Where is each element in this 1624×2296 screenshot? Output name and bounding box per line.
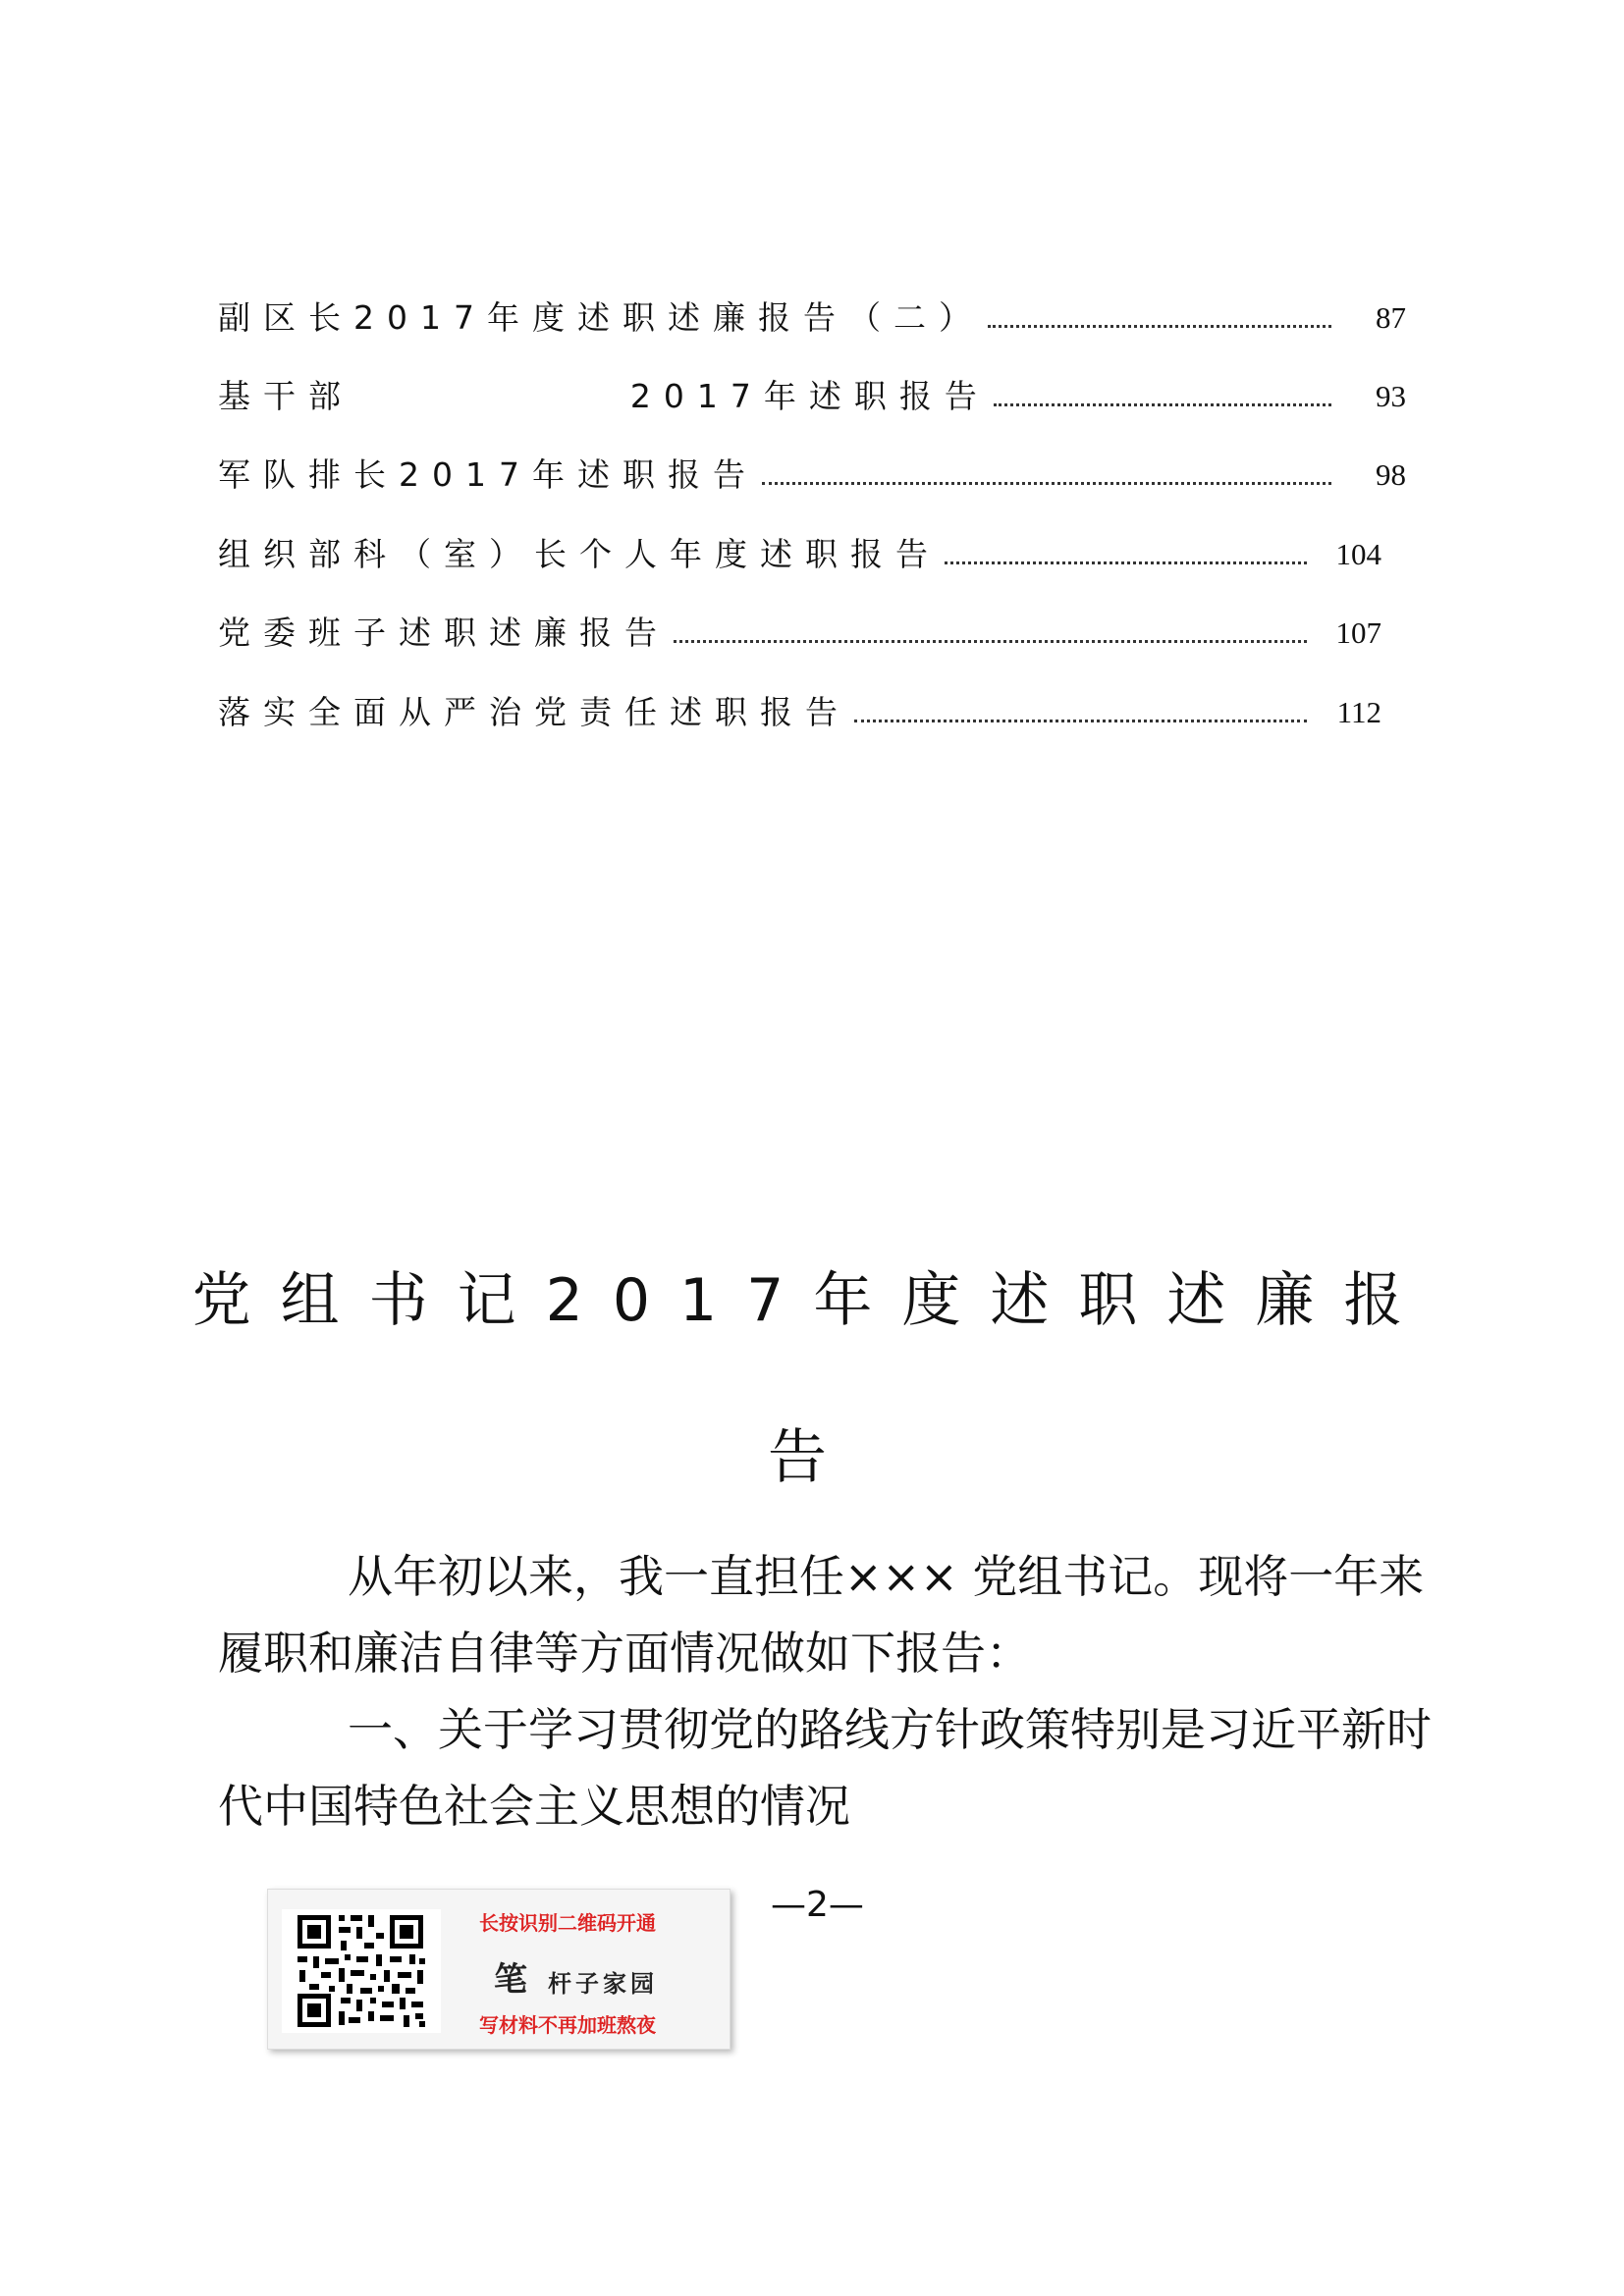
toc-entry[interactable] — [218, 279, 1406, 338]
toc-leader-dots — [854, 720, 1307, 722]
toc-entry-page: 98 — [1376, 457, 1406, 492]
qr-code-icon[interactable] — [282, 1909, 441, 2033]
paragraph-line: 一、关于学习贯彻党的路线方针政策特别是习近平新时 — [348, 1703, 1432, 1756]
toc-entry-page: 87 — [1376, 300, 1406, 335]
toc-entry[interactable] — [218, 436, 1406, 495]
paragraph-intro — [218, 1538, 1425, 1691]
toc-entry[interactable] — [218, 515, 1381, 574]
toc-entry[interactable] — [218, 673, 1381, 732]
toc-entry-title: 军队排长2017年述职报告 — [218, 455, 758, 494]
document-title-line1: 党组书记2017年度述职述廉报 — [191, 1266, 1433, 1335]
brand-logo: 笔 — [494, 1960, 527, 2000]
page-number: —2— — [771, 1885, 864, 1925]
qr-code-graphic — [282, 1909, 441, 2033]
document-title-line2: 告 — [768, 1423, 856, 1492]
toc-entry-page: 104 — [1335, 537, 1381, 571]
toc-entry-page: 112 — [1336, 695, 1381, 729]
qr-bottom-text: 写材料不再加班熬夜 — [479, 2013, 656, 2037]
toc-entry-title: 落实全面从严治党责任述职报告 — [218, 693, 850, 731]
paragraph-line: 履职和廉洁自律等方面情况做如下报告： — [218, 1627, 1031, 1680]
toc-entry-title: 党委班子述职述廉报告 — [218, 614, 670, 652]
toc-leader-dots — [762, 482, 1331, 485]
paragraph-line: 从年初以来，我一直担任××× 党组书记。现将一年来 — [348, 1550, 1425, 1603]
toc-entry-title: 基干部 2017年述职报告 — [218, 377, 990, 415]
toc-leader-dots — [945, 561, 1307, 564]
qr-top-text: 长按识别二维码开通 — [479, 1911, 656, 1935]
toc-leader-dots — [674, 640, 1307, 643]
toc-leader-dots — [988, 325, 1331, 328]
toc-entry[interactable] — [218, 357, 1406, 416]
toc-entry-title: 副区长2017年度述职述廉报告（二） — [218, 298, 984, 337]
section-heading-1 — [218, 1691, 1432, 1844]
toc-entry-page: 107 — [1335, 615, 1381, 650]
toc-leader-dots — [994, 403, 1331, 406]
qr-promo-card[interactable] — [267, 1889, 731, 2050]
paragraph-line: 代中国特色社会主义思想的情况 — [218, 1780, 850, 1833]
toc-entry-title: 组织部科（室）长个人年度述职报告 — [218, 535, 941, 573]
toc-entry-page: 93 — [1376, 379, 1406, 413]
toc-entry[interactable] — [218, 594, 1381, 653]
brand-logo-text: 杆子家园 — [548, 1969, 658, 1998]
